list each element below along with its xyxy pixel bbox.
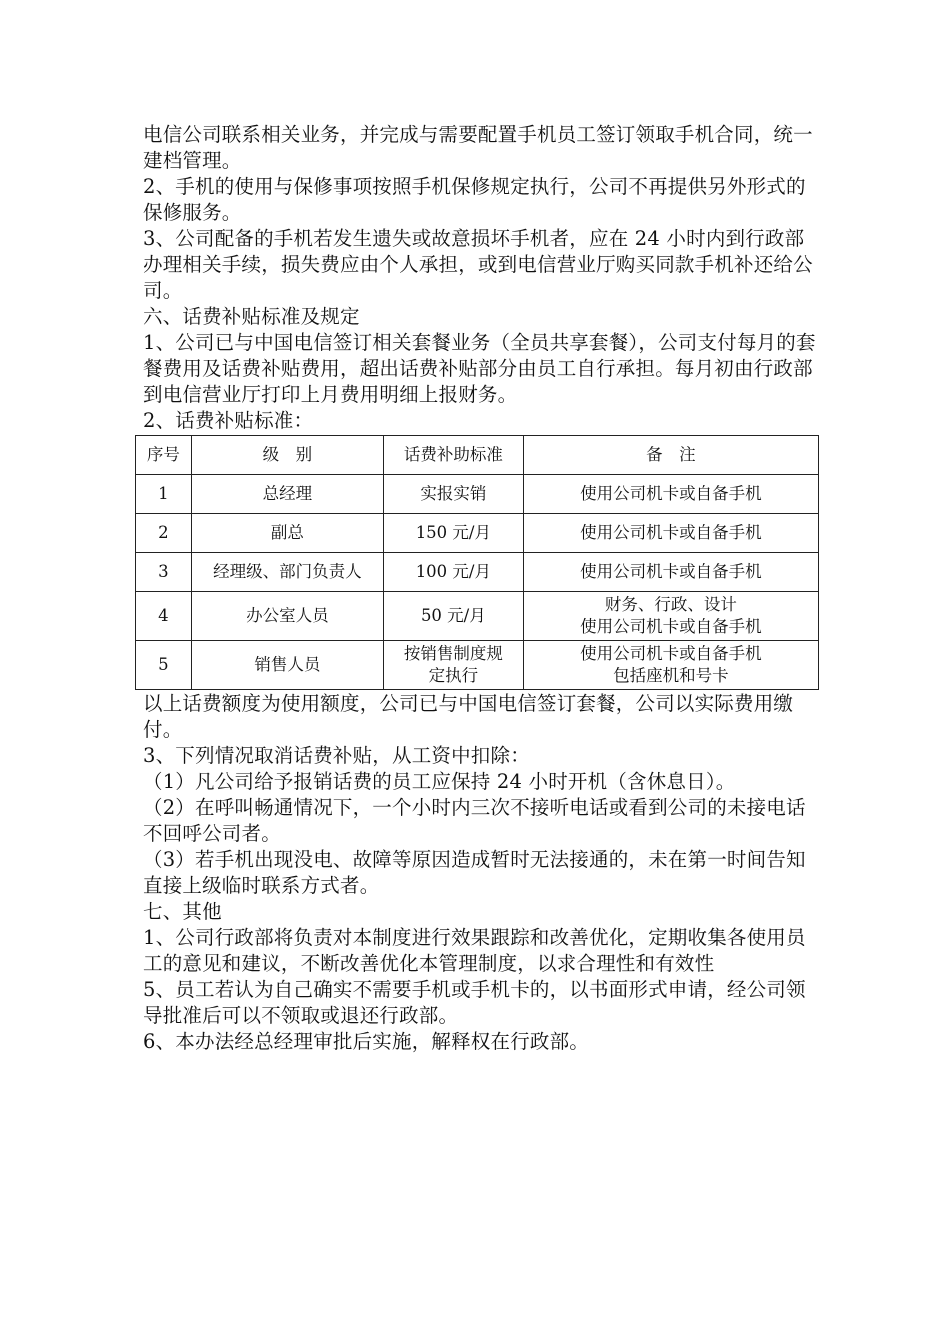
cell-no: 3: [136, 553, 192, 592]
cell-no: 2: [136, 514, 192, 553]
table-header-row: [136, 436, 819, 475]
paragraph-cancel-subsidy: 3、下列情况取消话费补贴，从工资中扣除：: [143, 744, 530, 767]
remark-line: 包括座机和号卡: [613, 666, 729, 685]
paragraph-condition-3: （3）若手机出现没电、故障等原因造成暂时无法接通的，未在第一时间告知直接上级临时联系方式者。: [143, 848, 806, 897]
remark-line: 使用公司机卡或自备手机: [580, 644, 762, 663]
paragraph-warranty: 2、手机的使用与保修事项按照手机保修规定执行，公司不再提供另外形式的保修服务。: [143, 175, 806, 224]
table-row: [136, 475, 819, 514]
standard-line: 定执行: [428, 666, 479, 685]
paragraph-subsidy-standard: 2、话费补贴标准：: [143, 409, 314, 432]
header-standard: 话费补助标准: [383, 436, 523, 475]
table-row: [136, 514, 819, 553]
cell-remark: [523, 592, 818, 641]
cell-level: 经理级、部门负责人: [191, 553, 383, 592]
remark-line: 财务、行政、设计: [604, 595, 737, 614]
section-heading-7: 七、其他: [143, 900, 222, 923]
section-heading-6: 六、话费补贴标准及规定: [143, 305, 360, 328]
cell-no: 5: [136, 641, 192, 690]
header-no: 序号: [136, 436, 192, 475]
cell-no: 1: [136, 475, 192, 514]
document-page: [143, 122, 823, 1055]
header-level: 级 别: [191, 436, 383, 475]
paragraph-condition-1: （1）凡公司给予报销话费的员工应保持 24 小时开机（含休息日）。: [143, 770, 736, 793]
cell-remark: 使用公司机卡或自备手机: [523, 475, 818, 514]
cell-standard: 100 元/月: [383, 553, 523, 592]
paragraph-other-5: 5、员工若认为自己确实不需要手机或手机卡的，以书面形式申请，经公司领导批准后可以不领取或退还行政部。: [143, 978, 806, 1027]
table-row: [136, 592, 819, 641]
paragraph-telecom-package: 1、公司已与中国电信签订相关套餐业务（全员共享套餐），公司支付每月的套餐费用及话费补贴费用，超出话费补贴部分由员工自行承担。每月初由行政部到电信营业厅打印上月费用明细上报财务。: [143, 331, 816, 406]
standard-line: 按销售制度规: [403, 644, 503, 663]
header-remark: 备 注: [523, 436, 818, 475]
cell-remark: [523, 641, 818, 690]
cell-level: 副总: [191, 514, 383, 553]
paragraph-quota-note: 以上话费额度为使用额度，公司已与中国电信签订套餐，公司以实际费用缴付。: [143, 692, 794, 741]
remark-line: 使用公司机卡或自备手机: [580, 617, 762, 636]
cell-standard: 50 元/月: [383, 592, 523, 641]
paragraph-loss: 3、公司配备的手机若发生遗失或故意损坏手机者，应在 24 小时内到行政部办理相关手续，损失费应由个人承担，或到电信营业厅购买同款手机补还给公司。: [143, 227, 813, 302]
table-row: [136, 553, 819, 592]
paragraph-condition-2: （2）在呼叫畅通情况下，一个小时内三次不接听电话或看到公司的未接电话不回呼公司者。: [143, 796, 806, 845]
cell-standard: 实报实销: [383, 475, 523, 514]
cell-no: 4: [136, 592, 192, 641]
cell-level: 销售人员: [191, 641, 383, 690]
paragraph-contract: 电信公司联系相关业务，并完成与需要配置手机员工签订领取手机合同，统一建档管理。: [143, 123, 813, 172]
table-row: [136, 641, 819, 690]
cell-remark: 使用公司机卡或自备手机: [523, 514, 818, 553]
paragraph-other-6: 6、本办法经总经理审批后实施，解释权在行政部。: [143, 1030, 590, 1053]
paragraph-other-1: 1、公司行政部将负责对本制度进行效果跟踪和改善优化，定期收集各使用员工的意见和建议，不断改善优化本管理制度，以求合理性和有效性: [143, 926, 806, 975]
cell-level: 总经理: [191, 475, 383, 514]
cell-standard: [383, 641, 523, 690]
cell-level: 办公室人员: [191, 592, 383, 641]
subsidy-table: [135, 435, 819, 690]
cell-remark: 使用公司机卡或自备手机: [523, 553, 818, 592]
cell-standard: 150 元/月: [383, 514, 523, 553]
